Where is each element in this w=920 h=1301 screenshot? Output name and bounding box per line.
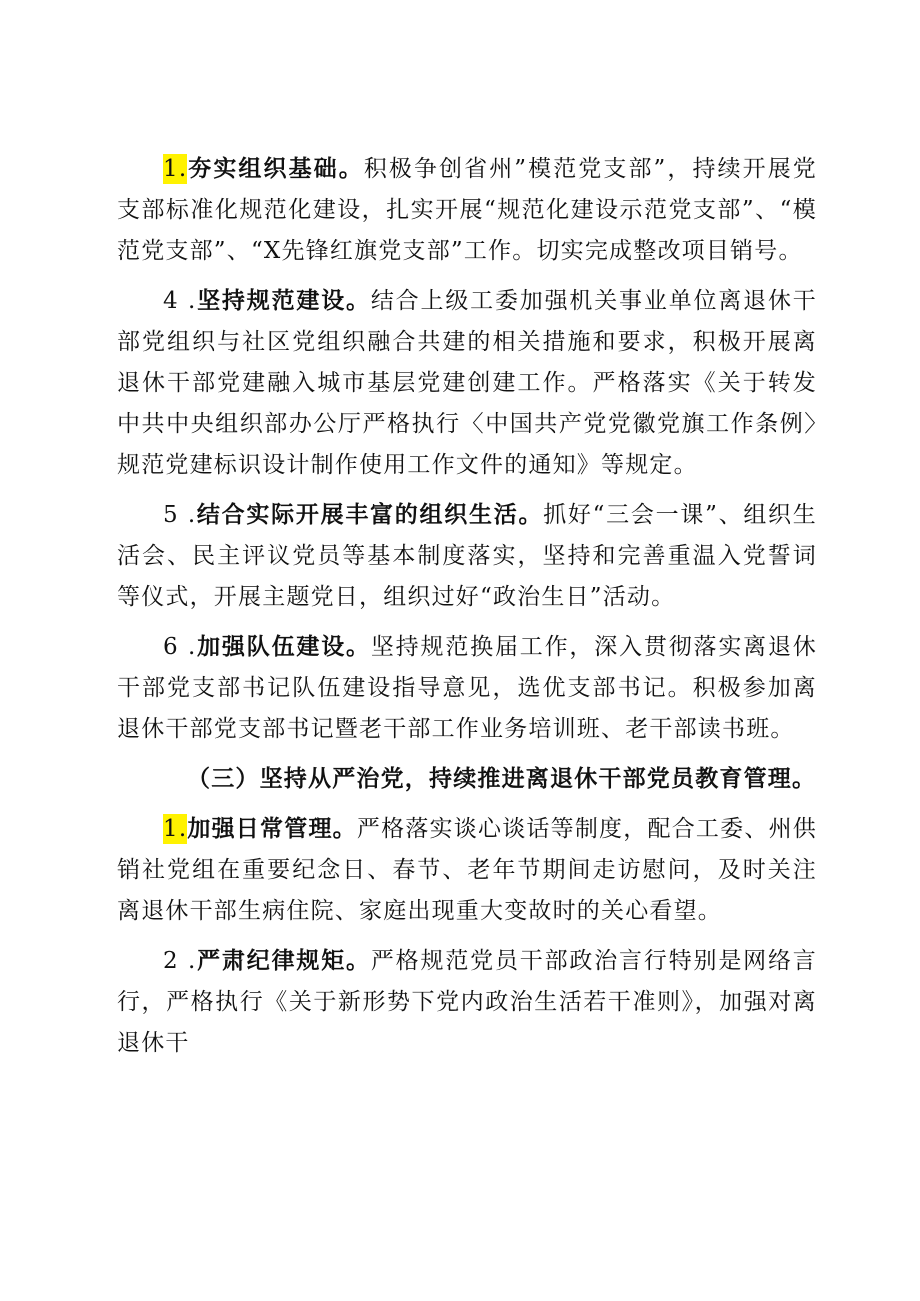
item-title: 加强队伍建设。 bbox=[196, 634, 371, 660]
item-number: 1. bbox=[163, 816, 188, 842]
item-number: 5 . bbox=[163, 502, 197, 528]
item-title: 严肃纪律规矩。 bbox=[196, 948, 371, 974]
item-number: 6 . bbox=[163, 634, 197, 660]
document-body bbox=[117, 149, 817, 1073]
paragraph-5 bbox=[117, 495, 817, 618]
item-title: 加强日常管理。 bbox=[187, 816, 357, 842]
item-number: 1. bbox=[163, 156, 188, 182]
item-body: 坚持规范换届工作，深入贯彻落实离退休干部党支部书记队伍建设指导意见，选优支部书记。积极参加离退休干部党支部书记暨老干部工作业务培训班、老干部读书班。 bbox=[117, 634, 818, 742]
paragraph-1 bbox=[117, 149, 817, 272]
paragraph-daily-management bbox=[117, 809, 817, 932]
item-body: 严格规范党员干部政治言行特别是网络言行，严格执行《关于新形势下党内政治生活若干准则》，加强对离退休干 bbox=[117, 948, 818, 1056]
item-body: 严格落实谈心谈话等制度，配合工委、州供销社党组在重要纪念日、春节、老年节期间走访慰问，及时关注离退休干部生病住院、家庭出现重大变故时的关心看望。 bbox=[117, 816, 817, 924]
paragraph-4 bbox=[117, 281, 817, 486]
item-title: 结合实际开展丰富的组织生活。 bbox=[196, 502, 544, 528]
paragraph-discipline bbox=[117, 941, 817, 1064]
item-title: 夯实组织基础。 bbox=[187, 156, 364, 182]
item-title: 坚持规范建设。 bbox=[196, 288, 371, 314]
item-body: 结合上级工委加强机关事业单位离退休干部党组织与社区党组织融合共建的相关措施和要求，积极开展离退休干部党建融入城市基层党建创建工作。严格落实《关于转发中共中央组织部办公厅严格执行〈中国共产党党徽党旗工作条例〉规范党建标识设计制作使用工作文件的通知》等规定。 bbox=[117, 288, 818, 478]
paragraph-6 bbox=[117, 627, 817, 750]
item-body: 抓好“三会一课”、组织生活会、民主评议党员等基本制度落实，坚持和完善重温入党誓词等仪式，开展主题党日，组织过好“政治生日”活动。 bbox=[117, 502, 817, 610]
item-body: 积极争创省州”模范党支部”，持续开展党支部标准化规范化建设，扎实开展“规范化建设示范党支部”、“模范党支部”、“X先锋红旗党支部”工作。切实完成整改项目销号。 bbox=[117, 156, 817, 264]
item-number: 4 . bbox=[163, 288, 197, 314]
section-heading: （三）坚持从严治党，持续推进离退休干部党员教育管理。 bbox=[187, 766, 817, 792]
item-number: 2 . bbox=[163, 948, 197, 974]
